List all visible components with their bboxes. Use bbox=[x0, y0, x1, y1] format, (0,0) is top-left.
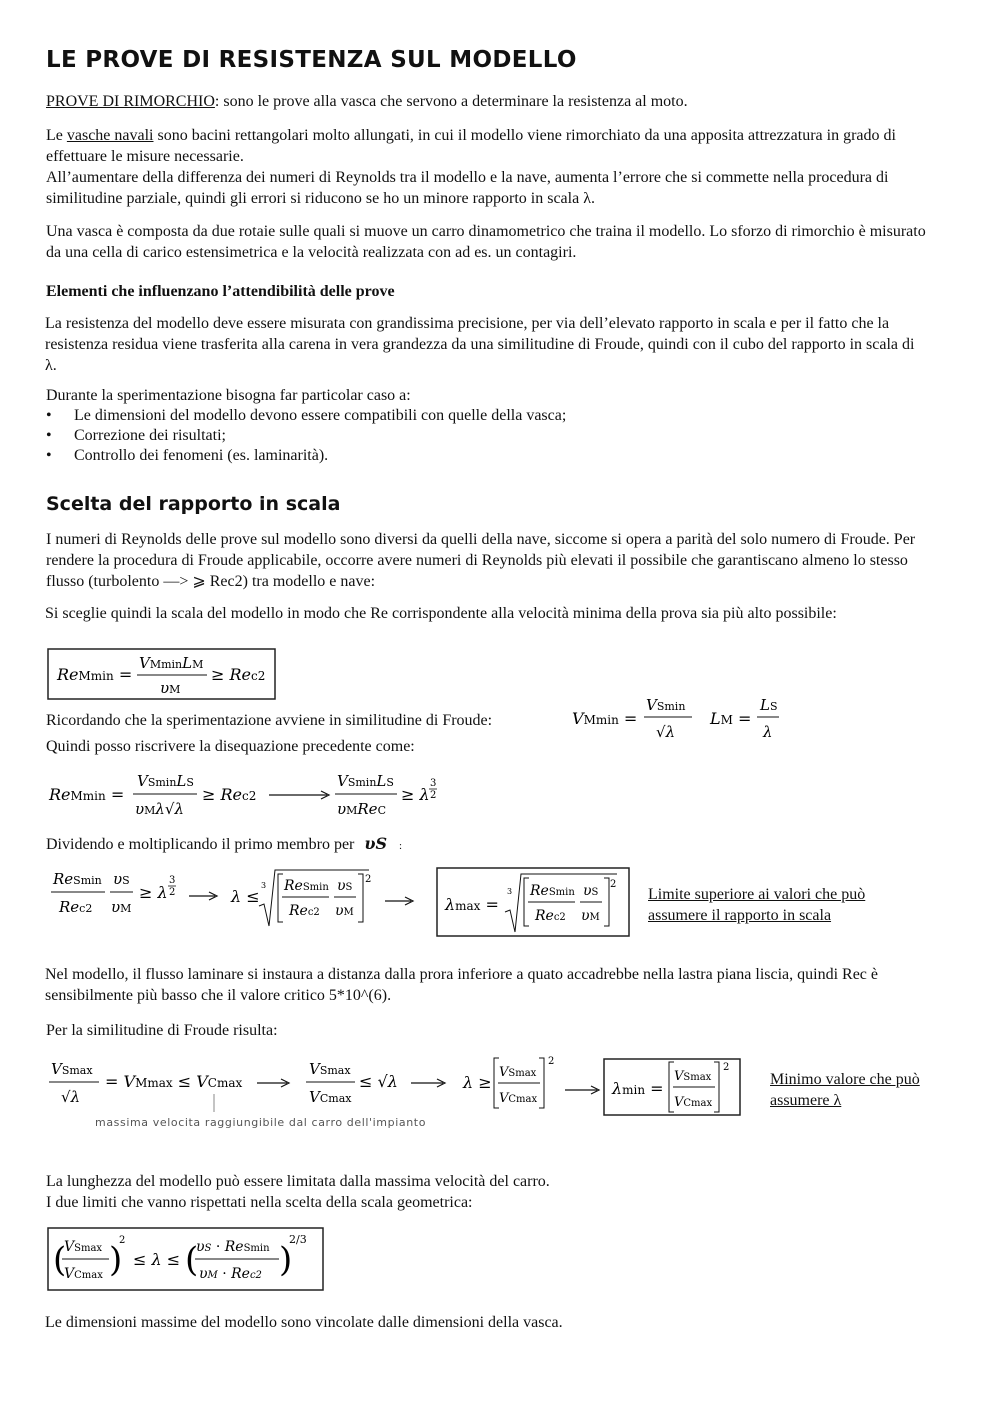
sceglie-paragraph: Si sceglie quindi la scala del modello in modo che Re corrispondente alla velocità minima della prova sia più alto possibile: bbox=[45, 605, 837, 622]
svg-text:VSmin: VSmin bbox=[646, 696, 686, 714]
svg-text:Rec2: Rec2 bbox=[289, 903, 320, 919]
vasche-text-b: sono bacini rettangolari molto allungati, in cui il modello viene rimorchiato da una apposita attrezzatura in grado di effettuare le misure necessarie. bbox=[46, 127, 896, 165]
svg-text:λ ≥: λ ≥ bbox=[463, 1073, 492, 1092]
svg-text:2/3: 2/3 bbox=[289, 1233, 307, 1246]
intro-term: PROVE DI RIMORCHIO bbox=[46, 93, 215, 110]
list-item: • Le dimensioni del modello devono essere compatibili con quelle della vasca; bbox=[46, 406, 926, 426]
svg-text:≤ λ ≤: ≤ λ ≤ bbox=[133, 1250, 181, 1269]
svg-text:(: ( bbox=[185, 1240, 199, 1280]
svg-text:λ: λ bbox=[763, 723, 773, 741]
svg-text:= VMmax ≤ VCmax: = VMmax ≤ VCmax bbox=[105, 1072, 243, 1091]
svg-text:VSmax: VSmax bbox=[674, 1069, 712, 1084]
svg-text:VSmax: VSmax bbox=[64, 1239, 103, 1255]
svg-text:3: 3 bbox=[507, 887, 513, 896]
intro-paragraph bbox=[46, 91, 946, 112]
svg-text:2: 2 bbox=[119, 1235, 126, 1246]
svg-text:υM: υM bbox=[111, 898, 132, 916]
list-item: • Correzione dei risultati; bbox=[46, 426, 926, 446]
svg-text:(: ( bbox=[53, 1240, 67, 1280]
equation-lambda-max bbox=[47, 860, 642, 940]
svg-text:ReMmin =: ReMmin = bbox=[57, 665, 133, 684]
svg-text:VCmax: VCmax bbox=[64, 1266, 103, 1282]
carro-paragraph: Una vasca è composta da due rotaie sulle quali si muove un carro dinamometrico che traina il modello. Lo sforzo di rimorchio è misurato da una cella di carico estensimetrica e la velocità realizzata con ad es. un contagiri. bbox=[46, 223, 926, 261]
svg-text:VCmax: VCmax bbox=[499, 1091, 538, 1106]
svg-text:Rec2: Rec2 bbox=[59, 898, 93, 916]
svg-text:2: 2 bbox=[723, 1062, 730, 1073]
svg-text:λmax =: λmax = bbox=[445, 895, 499, 914]
svg-text:VSmax: VSmax bbox=[51, 1060, 93, 1078]
svg-text:2: 2 bbox=[430, 790, 437, 801]
svg-text:υS: υS bbox=[337, 878, 353, 894]
svg-text:3: 3 bbox=[430, 778, 437, 789]
note-lambda-max: Limite superiore ai valori che può assumere il rapporto in scala bbox=[648, 886, 866, 924]
dividendo-colon: : bbox=[399, 840, 403, 852]
ricordando-paragraph: Ricordando che la sperimentazione avviene in similitudine di Froude: bbox=[46, 712, 493, 729]
svg-text:υS: υS bbox=[113, 870, 130, 888]
svg-text:υM: υM bbox=[581, 908, 600, 924]
svg-text:VMminLM: VMminLM bbox=[139, 654, 204, 672]
svg-text:VSmax: VSmax bbox=[309, 1060, 351, 1078]
equation-scale-limits bbox=[47, 1227, 327, 1293]
durante-paragraph: Durante la sperimentazione bisogna far particolar caso a: bbox=[46, 387, 411, 404]
svg-text:υS: υS bbox=[583, 883, 599, 899]
svg-text:2: 2 bbox=[169, 887, 176, 898]
svg-text:ReSmin: ReSmin bbox=[53, 870, 102, 888]
svg-text:VMmin =: VMmin = bbox=[572, 709, 638, 728]
svg-text:2: 2 bbox=[548, 1056, 555, 1067]
svg-text:λ ≤: λ ≤ bbox=[231, 887, 260, 906]
page-title: LE PROVE DI RESISTENZA SUL MODELLO bbox=[46, 47, 577, 73]
svg-text:ReMmin =: ReMmin = bbox=[49, 785, 125, 804]
svg-text:υS · ReSmin: υS · ReSmin bbox=[196, 1239, 270, 1255]
svg-text:ReSmin: ReSmin bbox=[284, 878, 329, 894]
svg-text:VCmax: VCmax bbox=[674, 1095, 713, 1110]
svg-text:VSmax: VSmax bbox=[499, 1065, 537, 1080]
svg-text:υM: υM bbox=[335, 903, 354, 919]
equation-re-mmin bbox=[47, 648, 277, 701]
handnote-cmax: massima velocita raggiungibile dal carro dell'impianto bbox=[95, 1116, 427, 1129]
svg-text:λmin =: λmin = bbox=[612, 1079, 664, 1098]
equation-lambda-min bbox=[47, 1052, 747, 1122]
froude-paragraph: Per la similitudine di Froude risulta: bbox=[46, 1022, 278, 1039]
conditions-list bbox=[46, 406, 926, 466]
svg-text:LS: LS bbox=[760, 696, 778, 714]
svg-text:): ) bbox=[279, 1240, 293, 1280]
svg-text:3: 3 bbox=[169, 875, 176, 886]
svg-text:LM =: LM = bbox=[710, 709, 752, 728]
svg-text:3: 3 bbox=[261, 881, 267, 890]
svg-text:υM: υM bbox=[160, 679, 181, 697]
intro-rest: : sono le prove alla vasca che servono a determinare la resistenza al moto. bbox=[214, 93, 688, 110]
svg-text:υMλ√λ: υMλ√λ bbox=[135, 800, 184, 818]
modello-paragraph: Nel modello, il flusso laminare si instaura a distanza dalla prora inferiore a quato accadrebbe nella lastra piana liscia, quindi Rec è sensibilmente più basso che il valore critico 5*10^(6). bbox=[45, 966, 879, 1004]
svg-text:≥ λ: ≥ λ bbox=[401, 785, 430, 804]
svg-text:VSminLS: VSminLS bbox=[337, 772, 394, 790]
limiti-paragraph: I due limiti che vanno rispettati nella scelta della scala geometrica: bbox=[46, 1194, 473, 1211]
svg-text:VCmax: VCmax bbox=[309, 1088, 352, 1106]
numeri-paragraph: I numeri di Reynolds delle prove sul modello sono diversi da quelli della nave, siccome si opera a parità del solo numero di Froude. Per rendere la procedura di Froude applicabile, occorre avere numeri di Reynolds più elevati il possibile che garantiscano almeno lo stesso flusso (turbolento —> ⩾ Rec2) tra modello e nave: bbox=[46, 531, 916, 590]
svg-text:≥ Rec2: ≥ Rec2 bbox=[211, 665, 266, 684]
precisione-paragraph: La resistenza del modello deve essere misurata con grandissima precisione, per via dell’elevato rapporto in scala e per il fatto che la resistenza residua viene trasferita alla carena in vera grandezza da una similitudine di Froude, quindi con il cubo del rapporto in scala di λ. bbox=[45, 315, 915, 374]
scelta-heading: Scelta del rapporto in scala bbox=[46, 493, 341, 515]
dividendo-text: Dividendo e moltiplicando il primo membro per bbox=[46, 836, 355, 853]
svg-text:√λ: √λ bbox=[61, 1088, 81, 1106]
svg-text:2: 2 bbox=[610, 879, 617, 890]
note-lambda-min: Minimo valore che può assumere λ bbox=[770, 1071, 920, 1109]
svg-text:VSminLS: VSminLS bbox=[137, 772, 194, 790]
svg-text:υM · Rec2: υM · Rec2 bbox=[199, 1266, 262, 1282]
svg-text:≥ Rec2: ≥ Rec2 bbox=[202, 785, 257, 804]
elementi-heading: Elementi che influenzano l’attendibilità delle prove bbox=[46, 283, 395, 300]
dividendo-paragraph bbox=[46, 833, 746, 857]
svg-text:): ) bbox=[109, 1240, 123, 1280]
svg-text:υMReC: υMReC bbox=[337, 800, 386, 818]
quindi-paragraph: Quindi posso riscrivere la disequazione precedente come: bbox=[46, 738, 415, 755]
svg-text:≥ λ: ≥ λ bbox=[139, 883, 168, 902]
svg-text:Rec2: Rec2 bbox=[535, 908, 566, 924]
equation-re-mmin-rewritten bbox=[47, 766, 467, 824]
list-item: • Controllo dei fenomeni (es. laminarità). bbox=[46, 446, 926, 466]
vasche-term: vasche navali bbox=[66, 127, 154, 144]
svg-text:2: 2 bbox=[365, 874, 372, 885]
dimensioni-paragraph: Le dimensioni massime del modello sono vincolate dalle dimensioni della vasca. bbox=[45, 1314, 563, 1331]
svg-text:ReSmin: ReSmin bbox=[530, 883, 575, 899]
vasche-text-a: Le bbox=[46, 127, 67, 144]
reynolds-paragraph: All’aumentare della differenza dei numeri di Reynolds tra il modello e la nave, aumenta l’errore che si commette nella procedura di similitudine parziale, quindi gli errori si riducono se ho un minore rapporto in scala λ. bbox=[46, 169, 889, 207]
svg-text:≤ √λ: ≤ √λ bbox=[359, 1072, 398, 1091]
svg-text:√λ: √λ bbox=[656, 723, 676, 741]
lunghezza-paragraph: La lunghezza del modello può essere limitata dalla massima velocità del carro. bbox=[46, 1173, 550, 1190]
dividendo-symbol: υS bbox=[364, 834, 388, 853]
vasche-paragraph bbox=[46, 125, 916, 167]
